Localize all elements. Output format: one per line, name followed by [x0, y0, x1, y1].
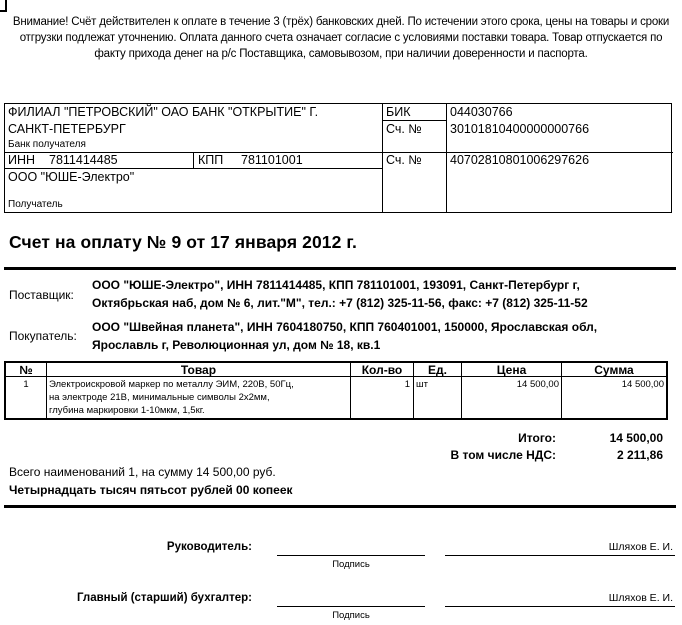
recipient-caption: Получатель	[8, 199, 63, 210]
product-line-1: Электроискровой маркер по металлу ЭИМ, 220В, 50Гц,	[49, 379, 294, 390]
accountant-name: Шляхов Е. И.	[608, 592, 673, 604]
header-qty: Кол-во	[361, 363, 403, 377]
inn-value: 7811414485	[49, 153, 118, 167]
bik-value: 044030766	[450, 105, 513, 119]
accountant-label: Главный (старший) бухгалтер:	[76, 592, 252, 604]
items-table	[4, 361, 668, 420]
inn-label: ИНН	[8, 153, 36, 167]
accountant-signature-caption: Подпись	[332, 610, 370, 621]
vat-value: 2 211,86	[616, 448, 663, 462]
kpp-label: КПП	[198, 153, 224, 167]
divider	[193, 152, 194, 168]
total-label: Итого:	[518, 431, 556, 445]
invoice-title: Счет на оплату № 9 от 17 января 2012 г.	[9, 232, 358, 252]
bank-name-line-2: САНКТ-ПЕТЕРБУРГ	[8, 122, 126, 136]
buyer-line-1: ООО "Швейная планета", ИНН 7604180750, КПП 760401001, 150000, Ярославская обл,	[92, 320, 598, 334]
supplier-label: Поставщик:	[9, 288, 74, 302]
divider	[446, 104, 447, 212]
notice-line-1: Внимание! Счёт действителен к оплате в течение 3 (трёх) банковских дней. По истечении этого срока, цены на товары и сроки	[12, 16, 670, 28]
header-product: Товар	[180, 363, 217, 377]
amount-in-words: Четырнадцать тысяч пятьсот рублей 00 копеек	[9, 483, 293, 497]
separator-rule	[4, 505, 676, 508]
separator-rule	[4, 267, 676, 270]
kpp-value: 781101001	[241, 153, 303, 167]
bik-label: БИК	[386, 105, 411, 119]
director-name-line	[445, 555, 675, 556]
director-name: Шляхов Е. И.	[608, 541, 673, 553]
vat-label: В том числе НДС:	[450, 448, 556, 462]
supplier-details	[92, 276, 588, 312]
buyer-label: Покупатель:	[9, 329, 77, 343]
row-qty: 1	[404, 379, 410, 390]
row-num: 1	[23, 379, 29, 390]
buyer-details	[92, 318, 597, 354]
header-unit: Ед.	[428, 363, 447, 377]
bank-name	[8, 104, 380, 138]
header-num: №	[19, 363, 33, 377]
row-price: 14 500,00	[516, 379, 559, 390]
supplier-line-2: Октябрьская наб, дом № 6, лит."М", тел.: +7 (812) 325-11-56, факс: +7 (812) 325-11-52	[92, 296, 588, 310]
corner-mark	[0, 0, 7, 12]
bank-details-table	[4, 103, 672, 213]
product-line-2: на электроде 21В, минимальные символы 2х2мм,	[49, 392, 270, 403]
product-line-3: глубина маркировки 1-10мкм, 1,5кг.	[49, 405, 205, 416]
account-value: 40702810801006297626	[450, 153, 590, 167]
account-label: Сч. №	[386, 153, 422, 167]
accountant-signature-line	[277, 606, 425, 607]
row-product	[49, 378, 349, 417]
bank-name-line-1: ФИЛИАЛ "ПЕТРОВСКИЙ" ОАО БАНК "ОТКРЫТИЕ" Г.	[8, 105, 319, 119]
supplier-line-1: ООО "ЮШЕ-Электро", ИНН 7811414485, КПП 781101001, 193091, Санкт-Петербург г,	[92, 278, 580, 292]
director-label: Руководитель:	[166, 541, 252, 553]
notice-line-2: отгрузки подлежат уточнению. Оплата данного счета означает согласие с условиями поставки товара. Товар отпускается по	[19, 32, 663, 44]
corr-account-value: 30101810400000000766	[450, 122, 590, 136]
header-price: Цена	[496, 363, 527, 377]
payment-notice	[0, 14, 682, 62]
bank-caption: Банк получателя	[8, 139, 86, 150]
director-signature-line	[277, 555, 425, 556]
total-value: 14 500,00	[609, 431, 663, 445]
items-count-summary: Всего наименований 1, на сумму 14 500,00 руб.	[9, 465, 276, 479]
accountant-name-line	[445, 606, 675, 607]
row-unit: шт	[416, 379, 428, 390]
recipient-name: ООО "ЮШЕ-Электро"	[8, 170, 135, 184]
director-signature-caption: Подпись	[332, 559, 370, 570]
notice-line-3: факту прихода денег на р/с Поставщика, самовывозом, при наличии доверенности и паспорта.	[94, 48, 588, 60]
corr-account-label: Сч. №	[386, 122, 422, 136]
buyer-line-2: Ярославль г, Революционная ул, дом № 18, кв.1	[92, 338, 381, 352]
row-sum: 14 500,00	[621, 379, 664, 390]
header-sum: Сумма	[594, 363, 634, 377]
